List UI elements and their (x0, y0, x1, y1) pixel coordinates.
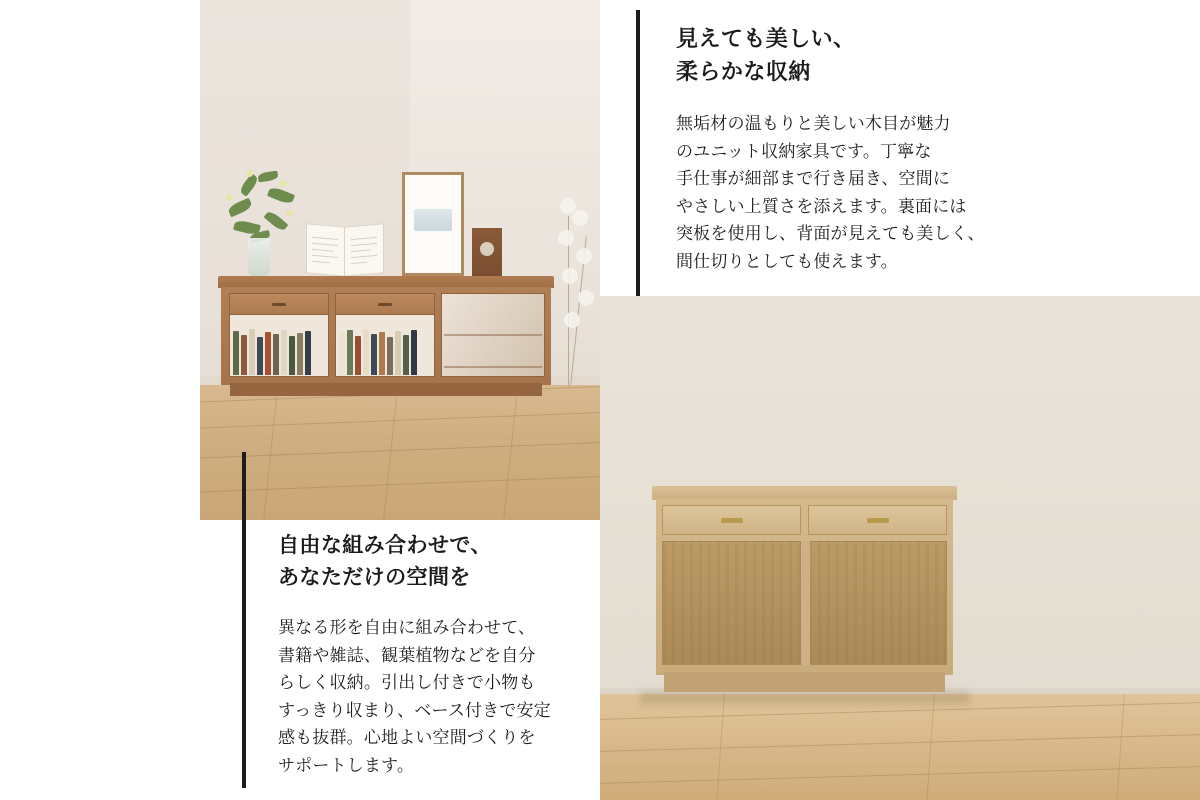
open-book (306, 225, 382, 277)
floor-plank (263, 385, 279, 520)
bottom-left-body-line-3: らしく収納。引出し付きで小物も (278, 673, 536, 693)
top-right-body-line-4: やさしい上質さを添えます。裏面には (676, 196, 967, 216)
books-row (233, 327, 311, 375)
floor-plank (200, 474, 600, 494)
bottom-left-body-line-4: すっきり収まり、ベース付きで安定 (278, 700, 551, 720)
cabinet-base-plinth (664, 672, 945, 692)
bottom-left-title-line-1: 自由な組み合わせで、 (278, 534, 492, 557)
cabinet-top-panel (652, 486, 957, 500)
picture-frame (402, 172, 464, 276)
floor-plank (600, 732, 1200, 753)
glass-door (441, 293, 545, 377)
floor-plank (600, 764, 1200, 785)
bottom-left-title (278, 530, 578, 593)
cabinet-open-compartment-left (662, 541, 801, 665)
drawer-handle-icon (721, 518, 743, 523)
drawer (229, 293, 329, 315)
bottom-left-body-line-6: サポートします。 (278, 755, 414, 775)
room-floor (200, 385, 600, 520)
top-right-title-line-1: 見えても美しい、 (676, 26, 856, 51)
room-photo (200, 0, 600, 520)
drawer (335, 293, 435, 315)
top-right-body (676, 110, 1156, 275)
bottom-left-body-line-2: 書籍や雑誌、観葉植物などを自分 (278, 645, 536, 665)
top-right-body-line-5: 突板を使用し、背面が見えても美しく、 (676, 224, 985, 244)
top-right-body-line-6: 間仕切りとしても使えます。 (676, 251, 898, 271)
bottom-left-body (278, 614, 578, 779)
top-right-title (676, 22, 1146, 88)
cabinet-drawer-right (808, 505, 947, 535)
oak-cabinet (652, 486, 957, 696)
cabinet-photo (600, 296, 1200, 800)
cabinet-drawer-left (662, 505, 801, 535)
books-row (339, 327, 417, 375)
floor-plank (200, 440, 600, 460)
wooden-speaker-box (472, 228, 502, 276)
cabinet-open-compartment-right (808, 541, 947, 665)
floor-plank (200, 410, 600, 430)
top-right-body-line-1: 無垢材の温もりと美しい木目が魅力 (676, 114, 951, 133)
bottom-left-body-line-1: 異なる形を自由に組み合わせて、 (278, 618, 536, 637)
top-right-title-line-2: 柔らかな収納 (676, 59, 811, 84)
bottom-left-body-line-5: 感も抜群。心地よい空間づくりを (278, 728, 536, 748)
photo-floor (600, 694, 1200, 800)
walnut-unit-shelf (218, 276, 554, 402)
floor-plank (383, 385, 399, 520)
floor-plank (1116, 694, 1125, 800)
dried-pampas-branch (552, 196, 598, 386)
top-right-body-line-2: のユニット収納家具です。丁寧な (676, 141, 932, 161)
bottom-left-title-line-2: あなただけの空間を (278, 565, 471, 589)
accent-rule-bottom (242, 452, 246, 788)
drawer-handle-icon (867, 518, 889, 523)
glass-vase (248, 238, 270, 276)
cabinet-center-divider (802, 541, 810, 665)
cabinet-body (656, 499, 953, 675)
floor-plank (503, 385, 519, 520)
plant-foliage (224, 168, 298, 246)
top-right-body-line-3: 手仕事が細部まで行き届き、空間に (676, 169, 951, 189)
